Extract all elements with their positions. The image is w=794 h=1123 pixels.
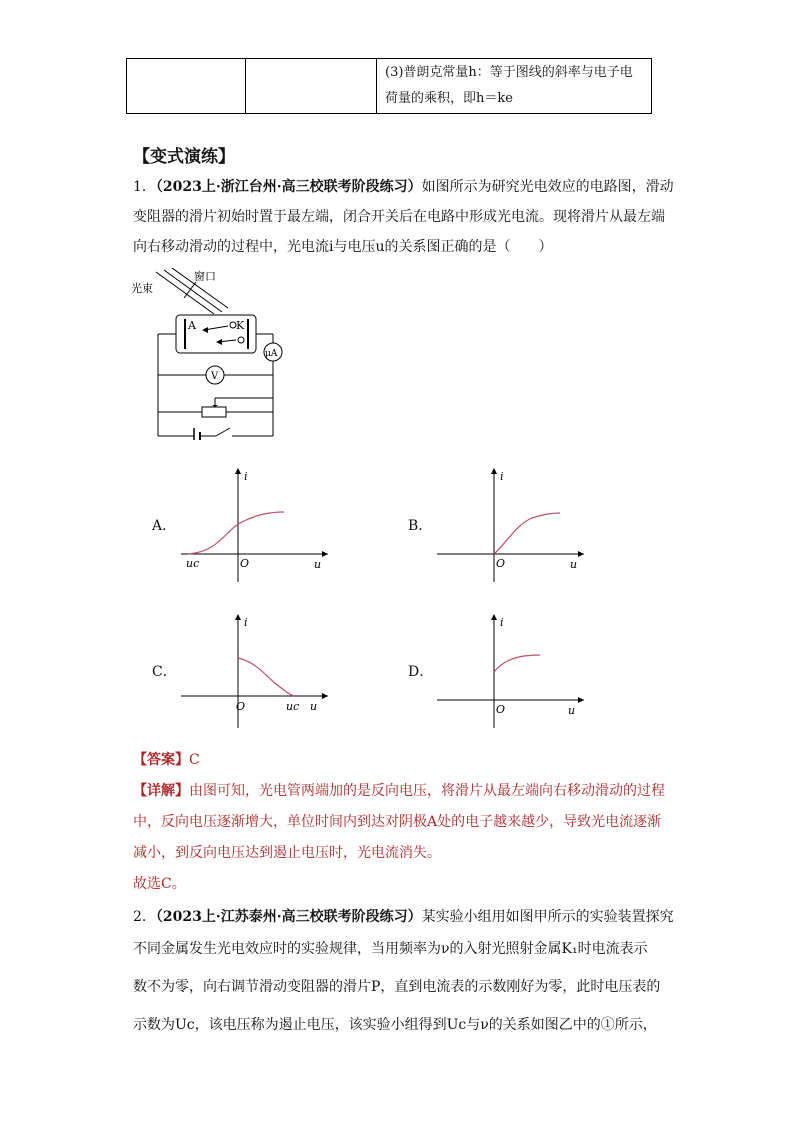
option-a-u: u — [314, 558, 322, 571]
option-c-i: i — [244, 616, 248, 629]
switch — [216, 428, 230, 436]
option-d-origin: O — [496, 703, 506, 716]
option-b-curve — [494, 513, 560, 554]
option-a-label: A． — [152, 518, 177, 534]
option-b-graph — [432, 464, 592, 584]
option-b-u: u — [570, 558, 578, 571]
window-label: 窗口 — [194, 270, 216, 283]
q1-line1-rest: 如图所示为研究光电效应的电路图，滑动 — [421, 179, 674, 195]
option-c-origin: O — [236, 700, 246, 713]
table-cell-1 — [127, 59, 246, 114]
option-a-origin: O — [240, 557, 250, 570]
q1-source: （2023上·浙江台州·高三校联考阶段练习） — [155, 179, 422, 195]
option-a-uc: uc — [186, 557, 200, 570]
window-tick — [184, 282, 196, 298]
option-d-i: i — [500, 616, 504, 629]
option-d-label: D． — [408, 664, 434, 680]
table-cell3-line1: (3)普朗克常量h：等于图线的斜率与电子电 — [385, 65, 633, 80]
light-label: 光束 — [131, 282, 153, 295]
option-a-graph — [176, 464, 336, 584]
microammeter-label: μA — [265, 349, 278, 359]
option-d-curve — [494, 655, 540, 672]
rheostat — [202, 407, 226, 417]
q1-number: 1． — [133, 179, 156, 195]
option-d-graph — [432, 610, 592, 730]
q2-line2: 不同金属发生光电效应时的实验规律，当用频率为ν的入射光照射金属K₁时电流表示 — [133, 941, 648, 957]
q1-line2: 变阻器的滑片初始时置于最左端，闭合开关后在电路中形成光电流。现将滑片从最左端 — [133, 209, 665, 225]
option-c-label: C． — [152, 664, 177, 680]
table-cell3-line2: 荷量的乘积，即h＝ke — [385, 91, 513, 106]
explanation-line2: 中，反向电压逐渐增大，单位时间内到达对阴极A处的电子越来越少，导致光电流逐渐 — [133, 814, 662, 830]
anode-label: A — [188, 319, 196, 332]
summary-table — [126, 58, 652, 114]
q2-line4: 示数为Uc，该电压称为遏止电压，该实验小组得到Uc与ν的关系如图乙中的①所示， — [133, 1017, 657, 1033]
option-b-origin: O — [496, 557, 506, 570]
answer-label: 【答案】 — [133, 752, 189, 768]
section-heading: 【变式演练】 — [133, 147, 235, 167]
option-d-u: u — [568, 704, 576, 717]
option-c-graph — [176, 610, 336, 730]
voltmeter-label: V — [211, 371, 219, 382]
circuit-diagram — [128, 268, 298, 440]
option-a-curve — [188, 512, 284, 554]
option-b-i: i — [500, 470, 504, 483]
q1-line3: 向右移动滑动的过程中，光电流i与电压u的关系图正确的是（ ） — [133, 239, 553, 255]
q1-line1 — [133, 176, 674, 198]
option-a-i: i — [244, 470, 248, 483]
table-cell-2 — [246, 59, 377, 114]
option-b-label: B． — [408, 518, 433, 534]
electron-2 — [238, 337, 244, 343]
q2-line1 — [133, 906, 674, 928]
table-cell-3 — [377, 59, 652, 114]
q2-source: （2023上·江苏泰州·高三校联考阶段练习） — [155, 909, 422, 925]
explanation-conclusion: 故选C。 — [133, 876, 186, 892]
explanation-line1 — [133, 780, 665, 802]
option-c-curve — [238, 658, 294, 696]
explanation-line3: 减小，到反向电压达到遏止电压时，光电流消失。 — [133, 845, 441, 861]
option-c-uc: uc — [286, 700, 300, 713]
answer-line — [133, 749, 200, 771]
explanation-text1: 由图可知，光电管两端加的是反向电压，将滑片从最左端向右移动滑动的过程 — [189, 783, 665, 799]
q2-line3: 数不为零，向右调节滑动变阻器的滑片P，直到电流表的示数刚好为零，此时电压表的 — [133, 979, 661, 995]
q2-line1-rest: 某实验小组用如图甲所示的实验装置探究 — [421, 909, 674, 925]
answer-value: C — [189, 752, 200, 768]
q2-number: 2． — [133, 909, 156, 925]
option-c-u: u — [310, 700, 318, 713]
explanation-label: 【详解】 — [133, 783, 189, 799]
cathode-label: K — [236, 319, 245, 332]
